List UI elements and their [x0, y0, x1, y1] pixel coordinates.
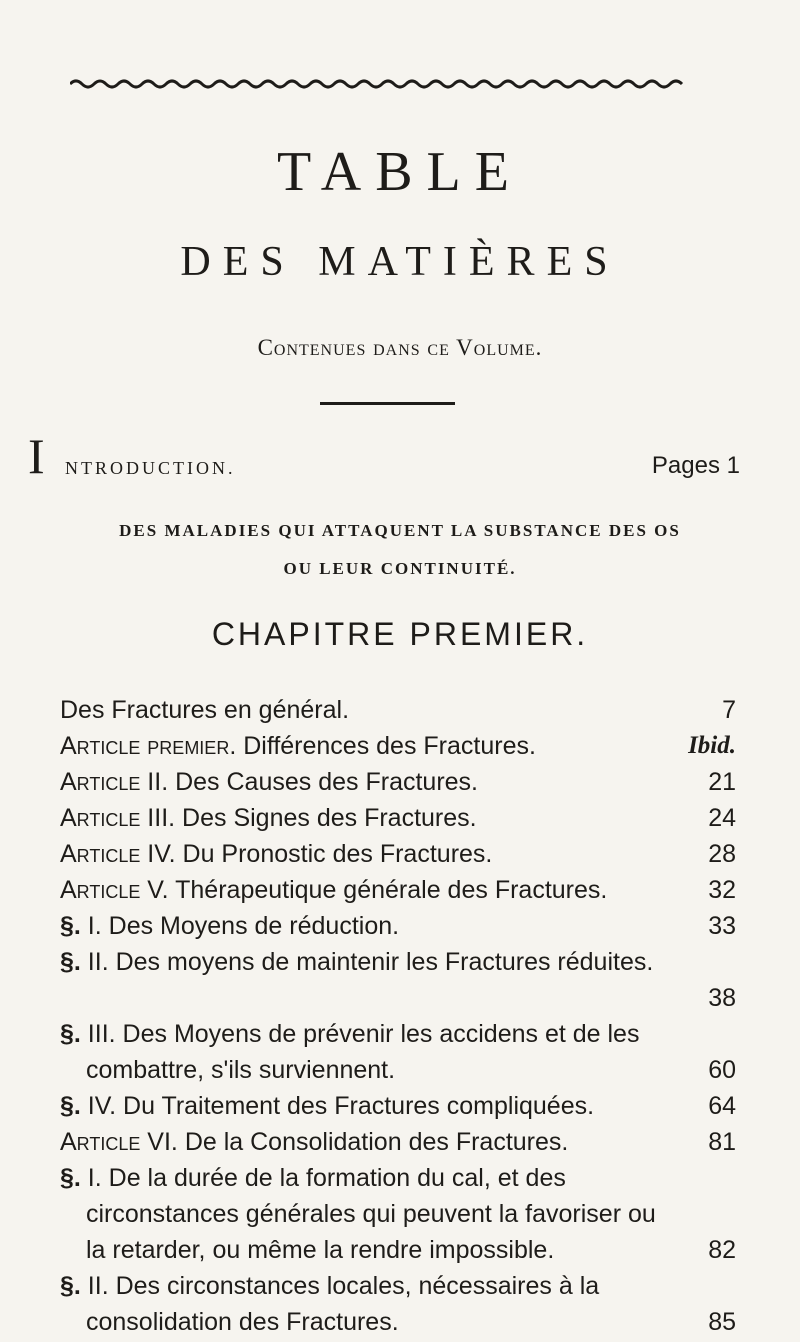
toc-entry: §. IV. Du Traitement des Fractures compliquées. 64: [60, 1088, 736, 1124]
section-heading-line: DES MALADIES QUI ATTAQUENT LA SUBSTANCE DES OS: [119, 521, 681, 540]
page-subtitle: DES MATIÈRES: [180, 239, 620, 285]
toc-page-number: 24: [708, 804, 736, 832]
toc-page-number: 7: [722, 696, 736, 724]
contents-line: Contenues dans ce Volume.: [257, 335, 543, 360]
introduction-entry: [28, 430, 740, 486]
section-heading-line: OU LEUR CONTINUITÉ.: [283, 559, 517, 578]
toc-entry: Article premier. Différences des Fractures. Ibid.: [60, 728, 736, 764]
section-heading: [0, 512, 800, 588]
toc-page-number: 85: [708, 1308, 736, 1336]
toc-entry: Article IV. Du Pronostic des Fractures. 28: [60, 836, 736, 872]
toc-entry: Article II. Des Causes des Fractures. 21: [60, 764, 736, 800]
toc-page-number: 33: [708, 912, 736, 940]
introduction-page: Pages 1: [651, 452, 740, 479]
toc-page-number: 28: [708, 840, 736, 868]
toc-page-number: 82: [708, 1236, 736, 1264]
divider-rule: [320, 402, 455, 405]
toc-entry: §. III. Des Moyens de prévenir les accidens et de les combattre, s'ils surviennent. 60: [60, 1016, 736, 1088]
toc-entry: §. II. Des moyens de maintenir les Fractures réduites. 38: [60, 944, 736, 1016]
introduction-label: NTRODUCTION.: [65, 458, 236, 478]
toc-page-number: 21: [708, 768, 736, 796]
page-title: TABLE: [277, 141, 523, 203]
chapter-heading: CHAPITRE PREMIER.: [211, 616, 589, 652]
toc-entry: Des Fractures en général. 7: [60, 692, 736, 728]
toc-page-number: 64: [708, 1092, 736, 1120]
toc-page-number: 32: [708, 876, 736, 904]
toc-page-number: 81: [708, 1128, 736, 1156]
ornament-border: [70, 66, 690, 100]
toc-entry: Article V. Thérapeutique générale des Fractures. 32: [60, 872, 736, 908]
toc-list: [60, 692, 736, 1340]
toc-page-number: 38: [708, 984, 736, 1012]
drop-cap: I: [28, 428, 45, 484]
toc-page-number: 60: [708, 1056, 736, 1084]
toc-entry: Article III. Des Signes des Fractures. 24: [60, 800, 736, 836]
toc-entry: §. I. Des Moyens de réduction. 33: [60, 908, 736, 944]
toc-page-number: Ibid.: [688, 732, 736, 759]
toc-entry: §. I. De la durée de la formation du cal, et des circonstances générales qui peuvent la favoriser ou la retarder, ou même la rendre impossible. 82: [60, 1160, 736, 1268]
toc-entry: Article VI. De la Consolidation des Fractures. 81: [60, 1124, 736, 1160]
toc-entry: §. II. Des circonstances locales, nécessaires à la consolidation des Fractures. 85: [60, 1268, 736, 1340]
